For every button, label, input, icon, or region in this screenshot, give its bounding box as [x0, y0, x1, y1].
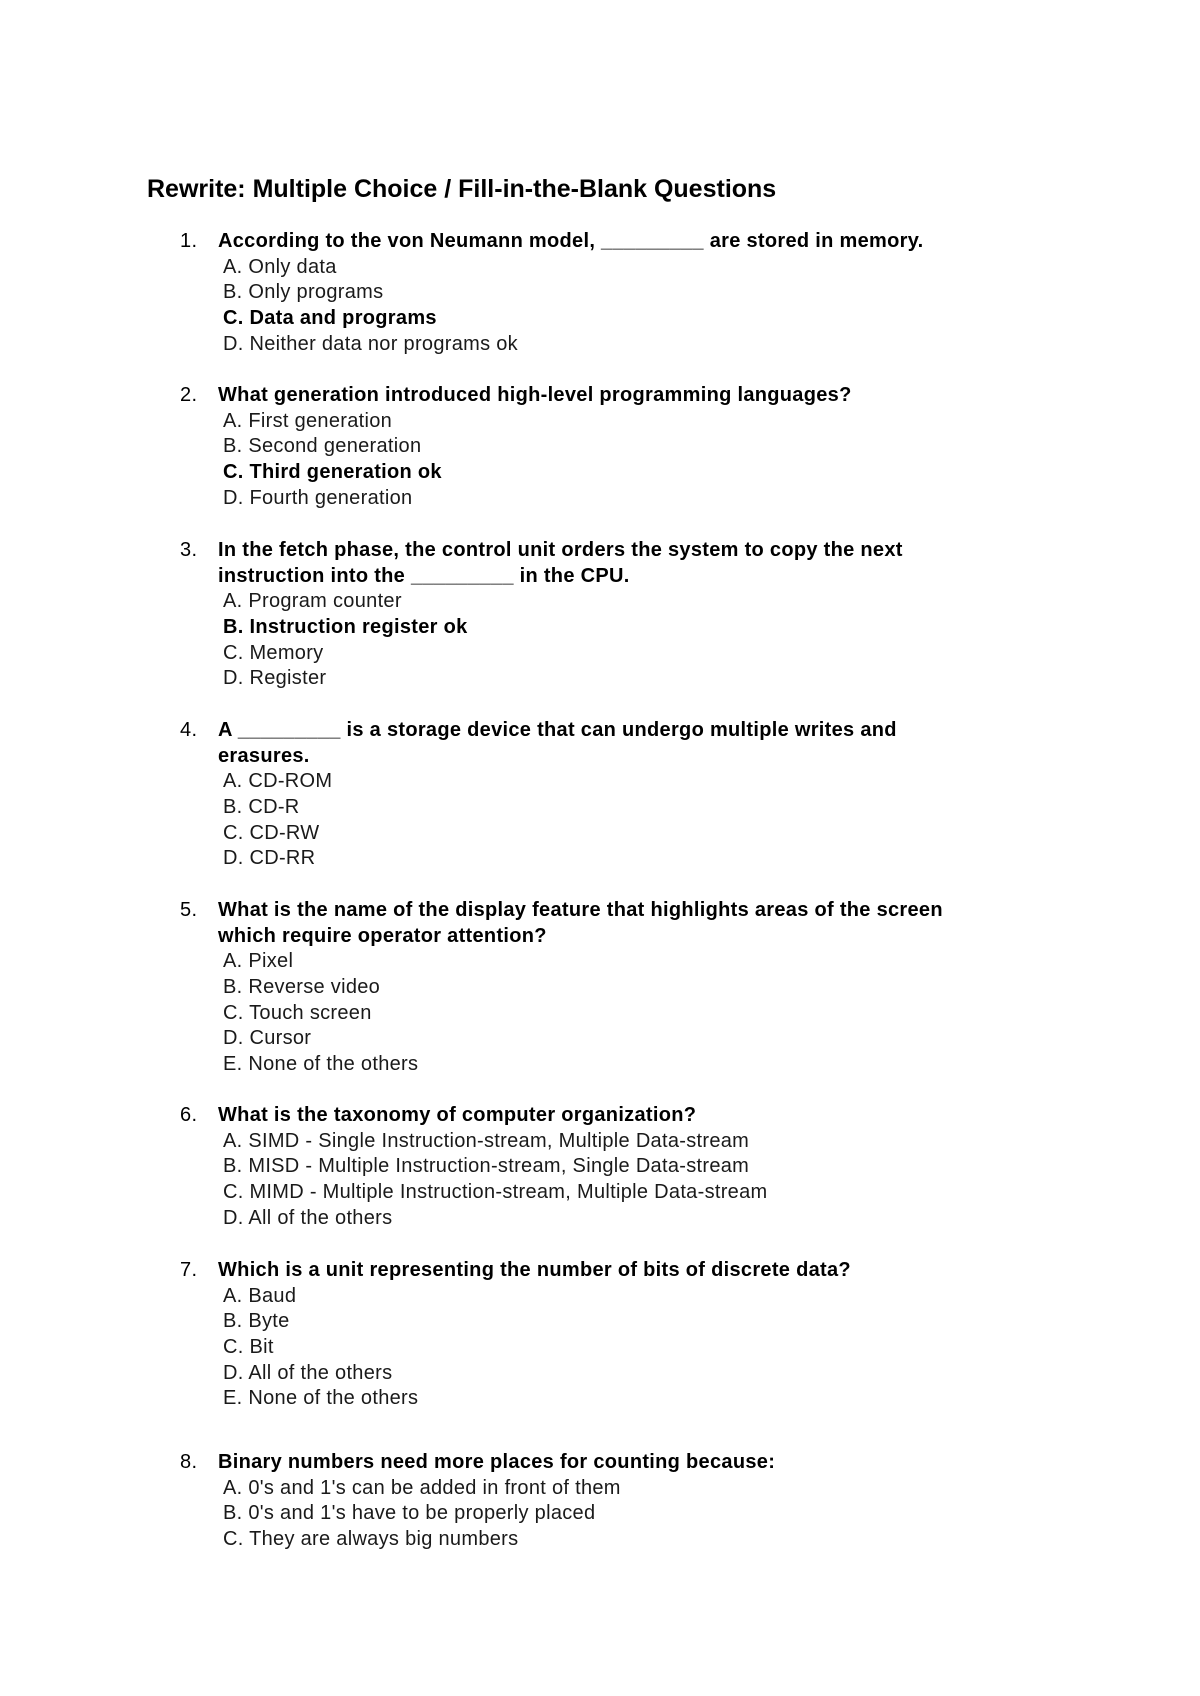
- answer-option: E. None of the others: [223, 1053, 419, 1075]
- answer-options: [218, 949, 1118, 1078]
- question-number: 8.: [180, 1451, 198, 1473]
- answer-option: C. Memory: [223, 641, 324, 664]
- answer-option: C. They are always big numbers: [223, 1528, 519, 1550]
- answer-options: [218, 1129, 1118, 1232]
- page-title: Rewrite: Multiple Choice / Fill-in-the-Blank Questions: [147, 175, 777, 203]
- question-number: 3.: [180, 539, 198, 561]
- question-number: 4.: [180, 719, 198, 741]
- question-number: 2.: [180, 384, 198, 406]
- answer-option: B. Reverse video: [223, 975, 381, 998]
- answer-option: A. Program counter: [223, 590, 402, 613]
- answer-option: D. All of the others: [223, 1206, 393, 1229]
- question-body: [218, 538, 1118, 692]
- answer-option: D. Fourth generation: [223, 486, 413, 509]
- question-body: [218, 1103, 1118, 1231]
- question-number: 6.: [180, 1104, 198, 1126]
- answer-options: [218, 1476, 1118, 1553]
- question-text: erasures.: [218, 744, 310, 767]
- question-body: [218, 383, 1118, 511]
- question-number: 1.: [180, 230, 198, 252]
- answer-option: D. Cursor: [223, 1027, 312, 1050]
- answer-option: C. CD-RW: [223, 821, 320, 844]
- answer-option: B. Byte: [223, 1310, 290, 1333]
- answer-option: A. 0's and 1's can be added in front of them: [223, 1476, 621, 1499]
- question-body: [218, 718, 1118, 872]
- question-text: Binary numbers need more places for counting because:: [218, 1451, 776, 1473]
- answer-option: B. 0's and 1's have to be properly placed: [223, 1502, 596, 1525]
- question-body: [218, 1450, 1118, 1553]
- question-text: What generation introduced high-level programming languages?: [218, 384, 852, 406]
- question-number: 5.: [180, 899, 198, 921]
- question-text: which require operator attention?: [218, 924, 547, 947]
- answer-option: C. Bit: [223, 1336, 274, 1358]
- answer-option: B. CD-R: [223, 795, 300, 818]
- answer-option: B. MISD - Multiple Instruction-stream, Single Data-stream: [223, 1155, 750, 1178]
- answer-options: [218, 769, 1118, 872]
- question-text: According to the von Neumann model, _________ are stored in memory.: [218, 230, 924, 252]
- answer-options: [218, 409, 1118, 512]
- question-body: [218, 898, 1118, 1078]
- question-body: [218, 1258, 1118, 1412]
- answer-options: [218, 255, 1118, 358]
- answer-option: A. Baud: [223, 1284, 297, 1307]
- answer-option-marked: B. Instruction register ok: [223, 615, 468, 638]
- answer-option: D. CD-RR: [223, 847, 316, 870]
- question-text: A _________ is a storage device that can undergo multiple writes and: [218, 719, 897, 741]
- answer-option: A. Pixel: [223, 950, 294, 973]
- answer-option: C. Touch screen: [223, 1001, 372, 1024]
- answer-options: [218, 589, 1118, 692]
- answer-option: E. None of the others: [223, 1387, 419, 1410]
- answer-option: C. MIMD - Multiple Instruction-stream, Multiple Data-stream: [223, 1181, 768, 1203]
- question-text: What is the taxonomy of computer organization?: [218, 1104, 697, 1126]
- answer-option: A. Only data: [223, 255, 337, 278]
- answer-option: A. SIMD - Single Instruction-stream, Multiple Data-stream: [223, 1129, 750, 1152]
- answer-option: A. CD-ROM: [223, 770, 333, 793]
- answer-option: A. First generation: [223, 409, 393, 432]
- question-text: What is the name of the display feature that highlights areas of the screen: [218, 899, 943, 921]
- answer-option: D. Register: [223, 667, 327, 690]
- question-text: instruction into the _________ in the CPU.: [218, 564, 630, 587]
- question-number: 7.: [180, 1259, 198, 1281]
- question-text: Which is a unit representing the number of bits of discrete data?: [218, 1259, 851, 1281]
- question-body: [218, 229, 1118, 357]
- answer-option: D. Neither data nor programs ok: [223, 332, 518, 355]
- answer-options: [218, 1284, 1118, 1413]
- answer-option: B. Only programs: [223, 281, 384, 304]
- answer-option-marked: C. Third generation ok: [223, 461, 442, 483]
- question-text: In the fetch phase, the control unit orders the system to copy the next: [218, 539, 903, 561]
- answer-option: B. Second generation: [223, 435, 422, 458]
- answer-option: D. All of the others: [223, 1361, 393, 1384]
- answer-option-marked: C. Data and programs: [223, 307, 437, 329]
